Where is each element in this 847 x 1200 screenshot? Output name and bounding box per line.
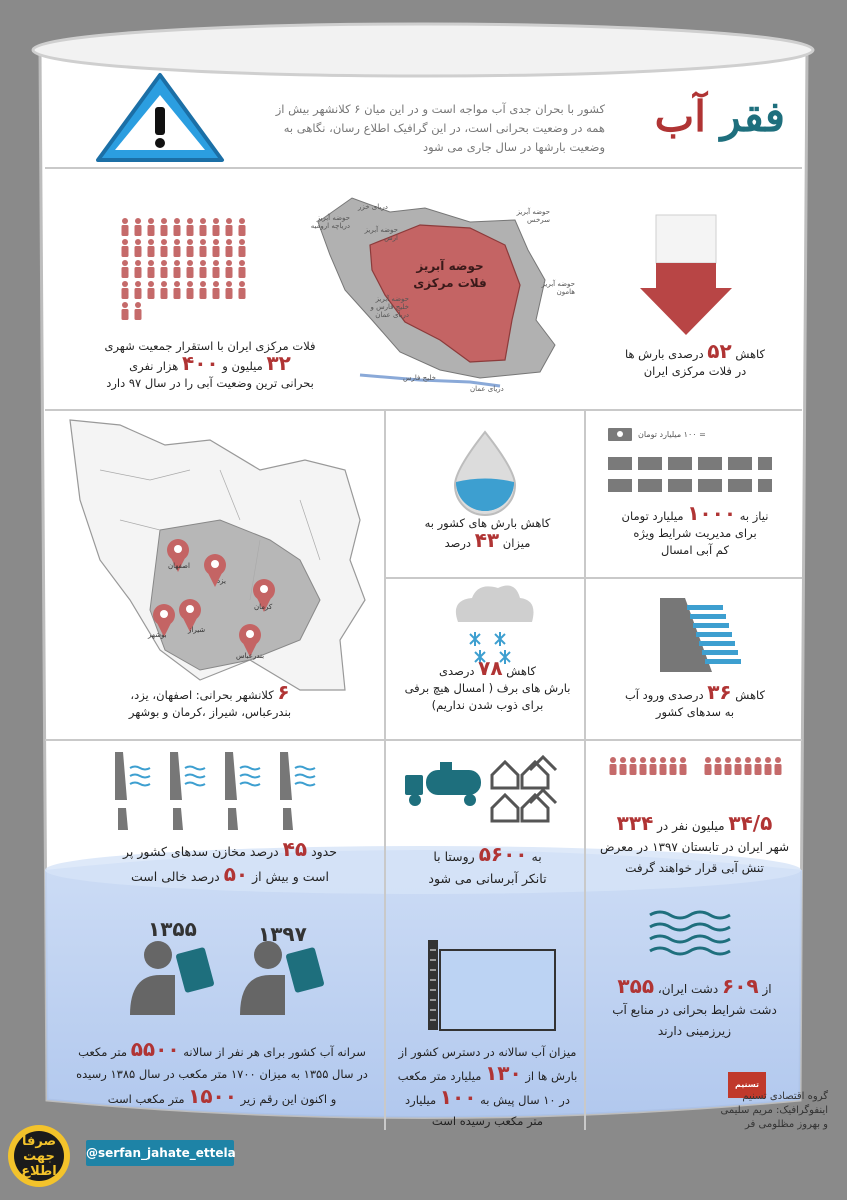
cities-line1: کلانشهر بحرانی: اصفهان، یزد، bbox=[130, 688, 274, 702]
population-value-1: ۳۲ bbox=[266, 351, 291, 375]
rainfall-line2: در فلات مرکزی ایران bbox=[643, 364, 747, 378]
plains-text bbox=[592, 976, 797, 1042]
reservoirs-line2b: درصد خالی است bbox=[131, 869, 220, 884]
dams-inflow-line2: به سدهای کشور bbox=[655, 705, 735, 719]
rainfall-prefix: کاهش bbox=[735, 347, 766, 361]
population-mid: میلیون و bbox=[222, 359, 263, 373]
title-word-2: آب bbox=[654, 92, 706, 141]
annual-water-suffix-2: میلیارد bbox=[405, 1093, 437, 1107]
year-label-1355: ۱۳۵۵ bbox=[148, 917, 197, 941]
population-value-2: ۴۰۰ bbox=[181, 351, 219, 375]
title-word-1: فقر bbox=[720, 92, 785, 141]
country-rain-suffix: درصد bbox=[444, 536, 472, 550]
dams-inflow-suffix: درصدی ورود آب bbox=[624, 688, 704, 702]
basin-label-caspian: دریای خزر bbox=[358, 203, 388, 211]
water-gauge-icon bbox=[428, 940, 555, 1030]
snow-prefix: کاهش bbox=[506, 664, 536, 678]
intro-text: کشور با بحران جدی آب مواجه است و در این میان ۶ کلانشهر بیش از همه در وضعیت بحرانی است، در این گرافیک اطلاع رسان، نگاهی به وضعیت بارشها در سال جاری می شود bbox=[275, 102, 605, 154]
pin-label-kerman: کرمان bbox=[254, 603, 273, 611]
basin-label-hamoon: حوضه آبریز هامون bbox=[541, 280, 575, 296]
plains-value-2: ۳۵۵ bbox=[617, 974, 655, 998]
per-capita-line2: در سال ۱۳۵۵ به میزان ۱۷۰۰ متر مکعب در سال ۱۳۸۵ رسیده bbox=[76, 1067, 368, 1081]
pin-label-bandar-abbas: بندرعباس bbox=[236, 652, 265, 660]
country-rain-line1: کاهش بارش های کشور به bbox=[424, 516, 551, 530]
per-capita-line1: سرانه آب کشور برای هر نفر از سالانه bbox=[183, 1045, 366, 1059]
basin-label-aras: حوضه آبریز ارس bbox=[364, 226, 398, 242]
population-suffix: هزار نفری bbox=[129, 359, 179, 373]
villages-suffix: روستا با bbox=[433, 849, 475, 864]
budget-value: ۱۰۰۰ bbox=[687, 501, 737, 525]
snow-suffix: درصدی bbox=[439, 664, 475, 678]
credit-line1: گروه اقتصادی تسنیم bbox=[742, 1091, 828, 1102]
cities-stress-value-1: ۳۴/۵ bbox=[728, 811, 773, 835]
per-capita-value-1: ۵۵۰۰ bbox=[130, 1037, 180, 1061]
annual-water-value-2: ۱۰۰ bbox=[439, 1085, 477, 1109]
annual-water-line4: متر مکعب رسیده است bbox=[431, 1114, 544, 1128]
cities-line2: بندرعباس، شیراز ،کرمان و بوشهر bbox=[128, 705, 292, 719]
credit-line2: اینفوگرافیک: مریم سلیمی bbox=[720, 1105, 828, 1116]
country-rain-value: ۴۳ bbox=[474, 528, 500, 552]
dams-inflow-prefix: کاهش bbox=[735, 688, 766, 702]
rainfall-value: ۵۲ bbox=[707, 339, 732, 363]
snow-value: ۷۸ bbox=[478, 656, 503, 680]
credit-line3: و بهروز مظلومی فر bbox=[745, 1119, 828, 1130]
cities-count: ۶ bbox=[277, 680, 290, 704]
dams-inflow-text bbox=[600, 680, 790, 721]
budget-legend: = ۱۰۰ میلیارد تومان bbox=[638, 430, 706, 439]
snow-line2: بارش های برف ( امسال هیچ برفی bbox=[404, 681, 571, 695]
cities-stress-line3: تنش آبی قرار خواهند گرفت bbox=[625, 861, 764, 875]
pin-label-shiraz: شیراز bbox=[188, 626, 206, 634]
basin-label-persian-gulf-basin: حوضه آبریز خلیج فارس و دریای عمان bbox=[370, 295, 409, 319]
year-label-1397: ۱۳۹۷ bbox=[258, 922, 307, 946]
annual-water-suffix-1: میلیارد متر مکعب bbox=[397, 1069, 482, 1083]
basin-main-label: حوضه آبریز فلات مرکزی bbox=[413, 259, 487, 290]
annual-water-text bbox=[395, 1042, 580, 1132]
per-capita-value-3: ۱۵۰۰ bbox=[188, 1084, 237, 1108]
dams-inflow-value: ۳۶ bbox=[707, 680, 732, 704]
annual-water-line1: میزان آب سالانه در دسترس کشور از bbox=[398, 1045, 577, 1059]
cities-text bbox=[80, 680, 340, 721]
channel-handle[interactable]: @serfan_jahate_ettela bbox=[86, 1140, 234, 1166]
budget-line3: کم آبی امسال bbox=[661, 543, 729, 557]
population-text bbox=[75, 338, 345, 392]
villages-text bbox=[395, 843, 580, 890]
plains-value-1: ۶۰۹ bbox=[722, 974, 759, 998]
annual-water-prefix: بارش ها از bbox=[525, 1069, 578, 1083]
reservoirs-value-2: ۵۰ bbox=[223, 862, 249, 886]
credit-text bbox=[683, 1090, 828, 1132]
snow-line3: برای ذوب شدن نداریم) bbox=[431, 698, 544, 712]
annual-water-value-1: ۱۳۰ bbox=[485, 1061, 522, 1085]
budget-line2: برای مدیریت شرایط ویژه bbox=[633, 526, 757, 540]
snow-text bbox=[395, 656, 580, 714]
channel-logo bbox=[8, 1125, 70, 1187]
villages-line2: تانکر آبرسانی می شود bbox=[428, 871, 547, 886]
pin-label-yazd: یزد bbox=[217, 577, 226, 585]
annual-water-line3a: در ۱۰ سال پیش به bbox=[480, 1093, 570, 1107]
plains-prefix: از bbox=[762, 982, 772, 996]
cities-stress-line2: شهر ایران در تابستان ۱۳۹۷ در معرض bbox=[599, 840, 790, 854]
plains-line3: زیرزمینی دارند bbox=[657, 1024, 732, 1038]
pin-label-isfahan: اصفهان bbox=[168, 562, 190, 570]
basin-label-urmia: حوضه آبریز دریاچه ارومیه bbox=[310, 214, 350, 230]
rainfall-suffix: درصدی بارش ها bbox=[624, 347, 704, 361]
pin-label-bushehr: بوشهر bbox=[148, 631, 167, 639]
reservoirs-mid: درصد مخازن سدهای کشور پر bbox=[123, 844, 279, 859]
basin-label-sarakhs: حوضه آبریز سرخس bbox=[516, 208, 550, 224]
basin-label-oman-sea: دریای عمان bbox=[470, 385, 504, 393]
cities-stress-text bbox=[592, 813, 797, 879]
cities-stress-value-2: ۳۳۴ bbox=[616, 811, 654, 835]
budget-prefix: نیاز به bbox=[739, 509, 769, 523]
country-rain-prefix: میزان bbox=[502, 536, 531, 550]
plains-line2: دشت شرایط بحرانی در منابع آب bbox=[612, 1003, 777, 1017]
plains-mid: دشت ایران، bbox=[657, 982, 719, 996]
reservoirs-value-1: ۴۵ bbox=[282, 837, 308, 861]
population-line1: فلات مرکزی ایران با استقرار جمعیت شهری bbox=[104, 339, 316, 353]
villages-prefix: به bbox=[531, 849, 542, 864]
per-capita-unit-3: متر مکعب است bbox=[107, 1092, 185, 1106]
per-capita-text bbox=[62, 1038, 382, 1110]
per-capita-line3a: و اکنون این رقم زیر bbox=[240, 1092, 337, 1106]
budget-text bbox=[595, 501, 795, 559]
page-title bbox=[625, 92, 785, 141]
per-capita-unit-1: متر مکعب bbox=[78, 1045, 128, 1059]
basin-label-persian-gulf: خلیج فارس bbox=[403, 374, 436, 382]
reservoirs-prefix: حدود bbox=[311, 844, 337, 859]
country-rain-text bbox=[395, 515, 580, 552]
cities-stress-suffix: میلیون نفر در bbox=[657, 819, 725, 833]
channel-logo-text: صرفا جهت اطلاع bbox=[14, 1131, 64, 1181]
population-line3: بحرانی ترین وضعیت آبی را در سال ۹۷ دارد bbox=[106, 376, 314, 390]
tasnim-brand: تسنیم bbox=[735, 1080, 759, 1089]
reservoirs-line2a: است و بیش از bbox=[252, 869, 329, 884]
budget-suffix: میلیارد تومان bbox=[621, 509, 684, 523]
reservoirs-text bbox=[80, 838, 380, 888]
villages-value: ۵۶۰۰ bbox=[478, 842, 528, 866]
rainfall-text bbox=[600, 339, 790, 380]
